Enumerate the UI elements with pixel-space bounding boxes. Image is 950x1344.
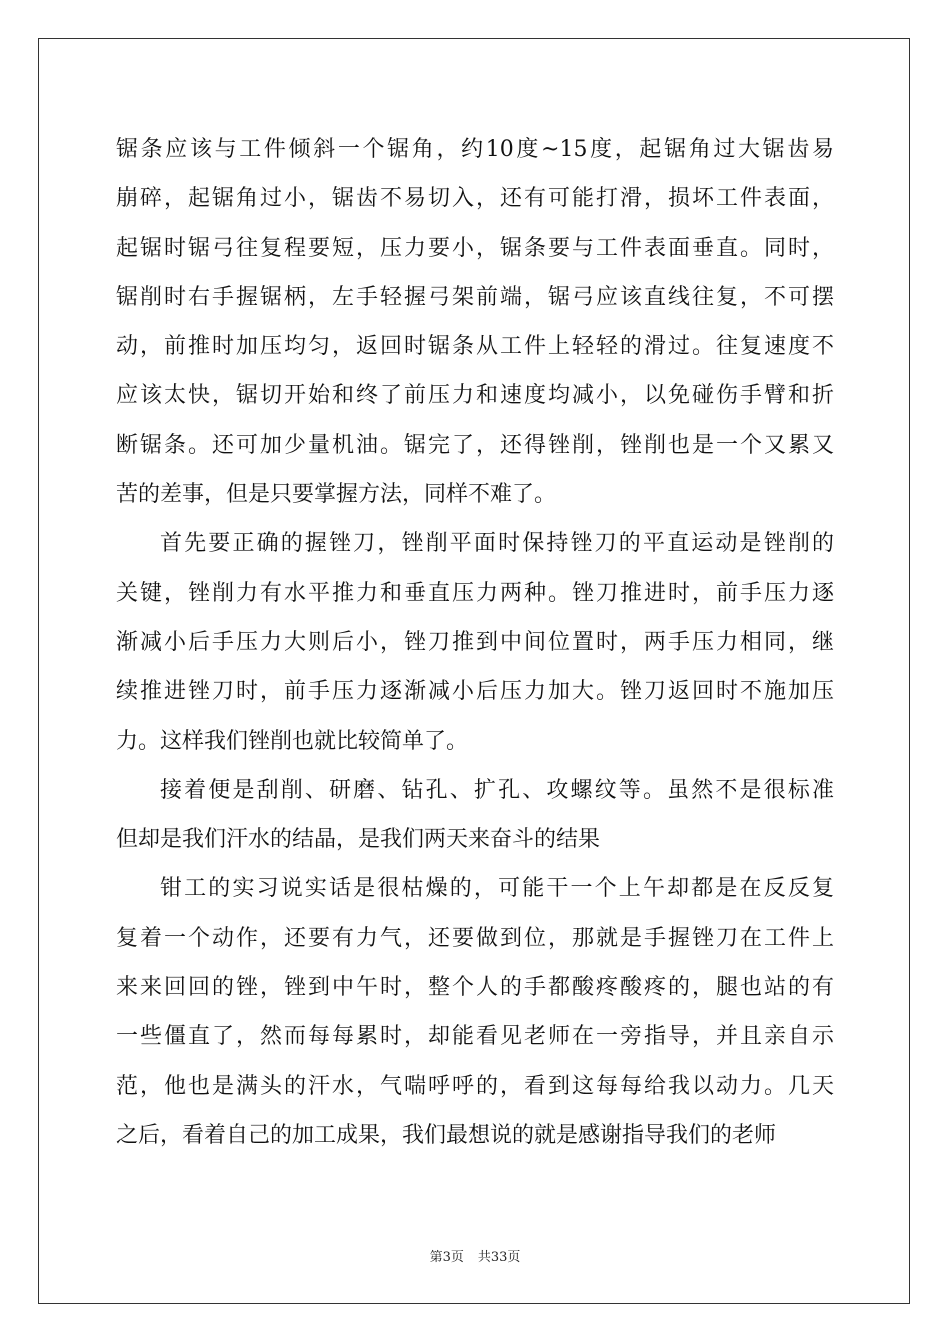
text-line: 渐减小后手压力大则后小，锉刀推到中间位置时，两手压力相同，继 (116, 629, 834, 655)
text-line: 钳工的实习说实话是很枯燥的，可能干一个上午却都是在反反复 (160, 876, 834, 902)
page-footer (0, 1246, 950, 1265)
text-line: 应该太快，锯切开始和终了前压力和速度均减小，以免碰伤手臂和折 (116, 383, 834, 409)
text-line: 复着一个动作，还要有力气，还要做到位，那就是手握锉刀在工件上 (116, 925, 834, 951)
paragraph (116, 766, 834, 865)
text-line: 但却是我们汗水的结晶，是我们两天来奋斗的结果 (116, 827, 601, 853)
text-line: 起锯时锯弓往复程要短，压力要小，锯条要与工件表面垂直。同时， (116, 235, 834, 261)
text-line: 动，前推时加压均匀，返回时锯条从工件上轻轻的滑过。往复速度不 (116, 334, 834, 360)
text-line: 断锯条。还可加少量机油。锯完了，还得锉削，锉削也是一个又累又 (116, 432, 834, 458)
document-body (116, 125, 834, 1160)
paragraph (116, 864, 834, 1160)
text-line: 崩碎，起锯角过小，锯齿不易切入，还有可能打滑，损坏工件表面， (116, 186, 834, 212)
text-line: 力。这样我们锉削也就比较简单了。 (116, 728, 469, 754)
page-number: 第3页 (429, 1250, 464, 1265)
text-line: 范，他也是满头的汗水，气喘呼呼的，看到这每每给我以动力。几天 (116, 1073, 834, 1099)
text-line: 关键，锉削力有水平推力和垂直压力两种。锉刀推进时，前手压力逐 (116, 580, 834, 606)
text-line: 接着便是刮削、研磨、钻孔、扩孔、攻螺纹等。虽然不是很标准 (160, 777, 834, 803)
paragraph (116, 125, 834, 519)
text-line: 续推进锉刀时，前手压力逐渐减小后压力加大。锉刀返回时不施加压 (116, 679, 834, 705)
text-line: 一些僵直了，然而每每累时，却能看见老师在一旁指导，并且亲自示 (116, 1024, 834, 1050)
text-line: 苦的差事，但是只要掌握方法，同样不难了。 (116, 482, 557, 508)
text-line: 首先要正确的握锉刀，锉削平面时保持锉刀的平直运动是锉削的 (160, 531, 834, 557)
text-line: 之后，看着自己的加工成果，我们最想说的就是感谢指导我们的老师 (116, 1122, 777, 1148)
text-line: 锯条应该与工件倾斜一个锯角，约10度~15度，起锯角过大锯齿易 (116, 137, 834, 162)
paragraph (116, 519, 834, 765)
text-line: 锯削时右手握锯柄，左手轻握弓架前端，锯弓应该直线往复，不可摆 (116, 284, 834, 310)
text-line: 来来回回的锉，锉到中午时，整个人的手都酸疼酸疼的，腿也站的有 (116, 975, 834, 1001)
page-total: 共33页 (477, 1250, 521, 1265)
